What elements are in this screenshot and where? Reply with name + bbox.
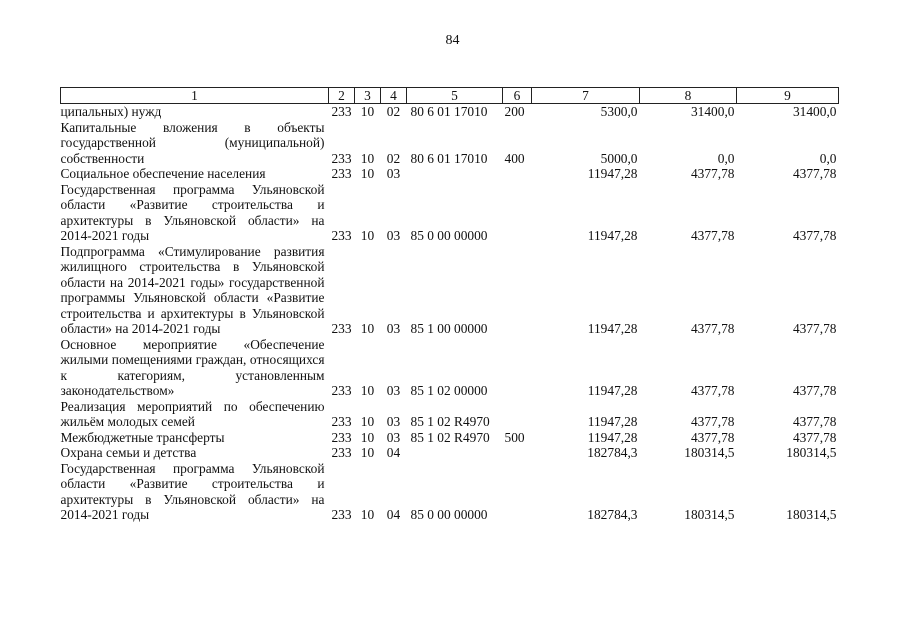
amount-col9: 180314,5: [786, 445, 837, 460]
row-name: Социальное обеспечение населения: [60, 166, 266, 181]
admin-code: 233: [331, 166, 352, 181]
row-name: Подпрограмма «Стимулирование развития жилищного строительства в Ульяновской области на 2014-2021 годы» государственной программы Ульяновской области «Развитие строительства и архитектуры в Ульяновской области» на 2014-2021 годы: [60, 243, 325, 336]
subsection-code: 04: [386, 507, 401, 522]
amount-col9: 4377,78: [792, 429, 837, 445]
section-code: 10: [360, 228, 375, 243]
target-article-code: [407, 445, 503, 461]
target-article-code: 85 1 02 R4970: [410, 414, 490, 429]
expense-type-code: [503, 399, 532, 430]
budget-table: [60, 87, 839, 523]
expense-type-code: [503, 182, 532, 244]
subsection-code: 02: [386, 104, 401, 119]
amount-col9: 4377,78: [792, 166, 837, 181]
subsection-code: 04: [386, 445, 401, 460]
subsection-code: 03: [386, 414, 401, 429]
amount-col9: 31400,0: [792, 104, 837, 119]
target-article-code: 80 6 01 17010: [410, 150, 488, 166]
subsection-code: 02: [386, 150, 401, 166]
amount-col7: 11947,28: [587, 383, 638, 398]
amount-col9: 4377,78: [792, 414, 837, 429]
section-code: 10: [360, 321, 375, 336]
table-row: [61, 461, 839, 523]
expense-type-code: [503, 337, 532, 399]
amount-col9: 4377,78: [792, 321, 837, 336]
table-row: [61, 430, 839, 446]
row-name: Основное мероприятие «Обеспечение жилыми помещениями граждан, относящихся к категориям, установленным законодательством»: [60, 336, 325, 398]
table-row: [61, 120, 839, 167]
amount-col8: 0,0: [717, 150, 735, 166]
column-header: 5: [407, 88, 503, 104]
expense-type-code: [503, 461, 532, 523]
section-code: 10: [360, 104, 375, 119]
table-body: [61, 104, 839, 523]
admin-code: 233: [331, 150, 352, 166]
amount-col7: 182784,3: [587, 445, 638, 460]
section-code: 10: [360, 414, 375, 429]
target-article-code: [407, 166, 503, 182]
amount-col8: 4377,78: [690, 383, 735, 398]
amount-col7: 182784,3: [587, 507, 638, 522]
target-article-code: 85 0 00 00000: [410, 507, 488, 522]
section-code: 10: [360, 429, 375, 445]
amount-col9: 180314,5: [786, 507, 837, 522]
row-name: Реализация мероприятий по обеспечению жильём молодых семей: [60, 398, 325, 429]
row-name: ципальных) нужд: [60, 104, 162, 119]
subsection-code: 03: [386, 228, 401, 243]
table-row: [61, 337, 839, 399]
expense-type-code: [503, 445, 532, 461]
amount-col7: 11947,28: [587, 321, 638, 336]
table-row: [61, 166, 839, 182]
column-header: 9: [737, 88, 839, 104]
table-row: [61, 399, 839, 430]
expense-type-code: [503, 244, 532, 337]
section-code: 10: [360, 166, 375, 181]
amount-col9: 4377,78: [792, 383, 837, 398]
subsection-code: 03: [386, 321, 401, 336]
amount-col9: 0,0: [819, 150, 837, 166]
row-name: Охрана семьи и детства: [60, 445, 197, 460]
amount-col8: 4377,78: [690, 414, 735, 429]
admin-code: 233: [331, 414, 352, 429]
amount-col7: 11947,28: [587, 228, 638, 243]
subsection-code: 03: [386, 166, 401, 181]
expense-type-code: 200: [504, 104, 525, 119]
admin-code: 233: [331, 383, 352, 398]
amount-col8: 180314,5: [684, 445, 735, 460]
row-name: Государственная программа Ульяновской области «Развитие строительства и архитектуры в Ульяновской области» на 2014-2021 годы: [60, 181, 325, 243]
column-header: 8: [640, 88, 737, 104]
target-article-code: 85 1 02 R4970: [410, 429, 490, 445]
subsection-code: 03: [386, 383, 401, 398]
table-row: [61, 182, 839, 244]
amount-col7: 5300,0: [600, 104, 638, 119]
amount-col8: 4377,78: [690, 166, 735, 181]
admin-code: 233: [331, 321, 352, 336]
page-number: 84: [445, 33, 460, 48]
table-row: [61, 445, 839, 461]
row-name: Государственная программа Ульяновской области «Развитие строительства и архитектуры в Ульяновской области» на 2014-2021 годы: [60, 460, 325, 522]
admin-code: 233: [331, 507, 352, 522]
amount-col7: 11947,28: [587, 166, 638, 181]
target-article-code: 85 1 00 00000: [410, 321, 488, 336]
amount-col8: 31400,0: [690, 104, 735, 119]
admin-code: 233: [331, 104, 352, 119]
target-article-code: 85 1 02 00000: [410, 383, 488, 398]
column-header: 4: [381, 88, 407, 104]
row-name: Капитальные вложения в объекты государственной (муниципальной) собственности: [60, 119, 325, 166]
amount-col8: 180314,5: [684, 507, 735, 522]
amount-col9: 4377,78: [792, 228, 837, 243]
amount-col7: 11947,28: [587, 414, 638, 429]
target-article-code: 85 0 00 00000: [410, 228, 488, 243]
subsection-code: 03: [386, 429, 401, 445]
section-code: 10: [360, 507, 375, 522]
expense-type-code: 500: [504, 429, 525, 445]
admin-code: 233: [331, 445, 352, 460]
section-code: 10: [360, 150, 375, 166]
column-header: 2: [329, 88, 355, 104]
section-code: 10: [360, 445, 375, 460]
table-row: [61, 104, 839, 120]
column-header: 1: [61, 88, 329, 104]
column-header: 3: [355, 88, 381, 104]
admin-code: 233: [331, 429, 352, 445]
admin-code: 233: [331, 228, 352, 243]
amount-col8: 4377,78: [690, 228, 735, 243]
row-name: Межбюджетные трансферты: [60, 429, 225, 445]
amount-col8: 4377,78: [690, 321, 735, 336]
column-header: 6: [503, 88, 532, 104]
table-row: [61, 244, 839, 337]
amount-col7: 5000,0: [600, 150, 638, 166]
section-code: 10: [360, 383, 375, 398]
amount-col7: 11947,28: [587, 429, 638, 445]
expense-type-code: 400: [504, 150, 525, 166]
column-header: 7: [532, 88, 640, 104]
expense-type-code: [503, 166, 532, 182]
amount-col8: 4377,78: [690, 429, 735, 445]
target-article-code: 80 6 01 17010: [410, 104, 488, 119]
table-header-row: [61, 88, 839, 104]
